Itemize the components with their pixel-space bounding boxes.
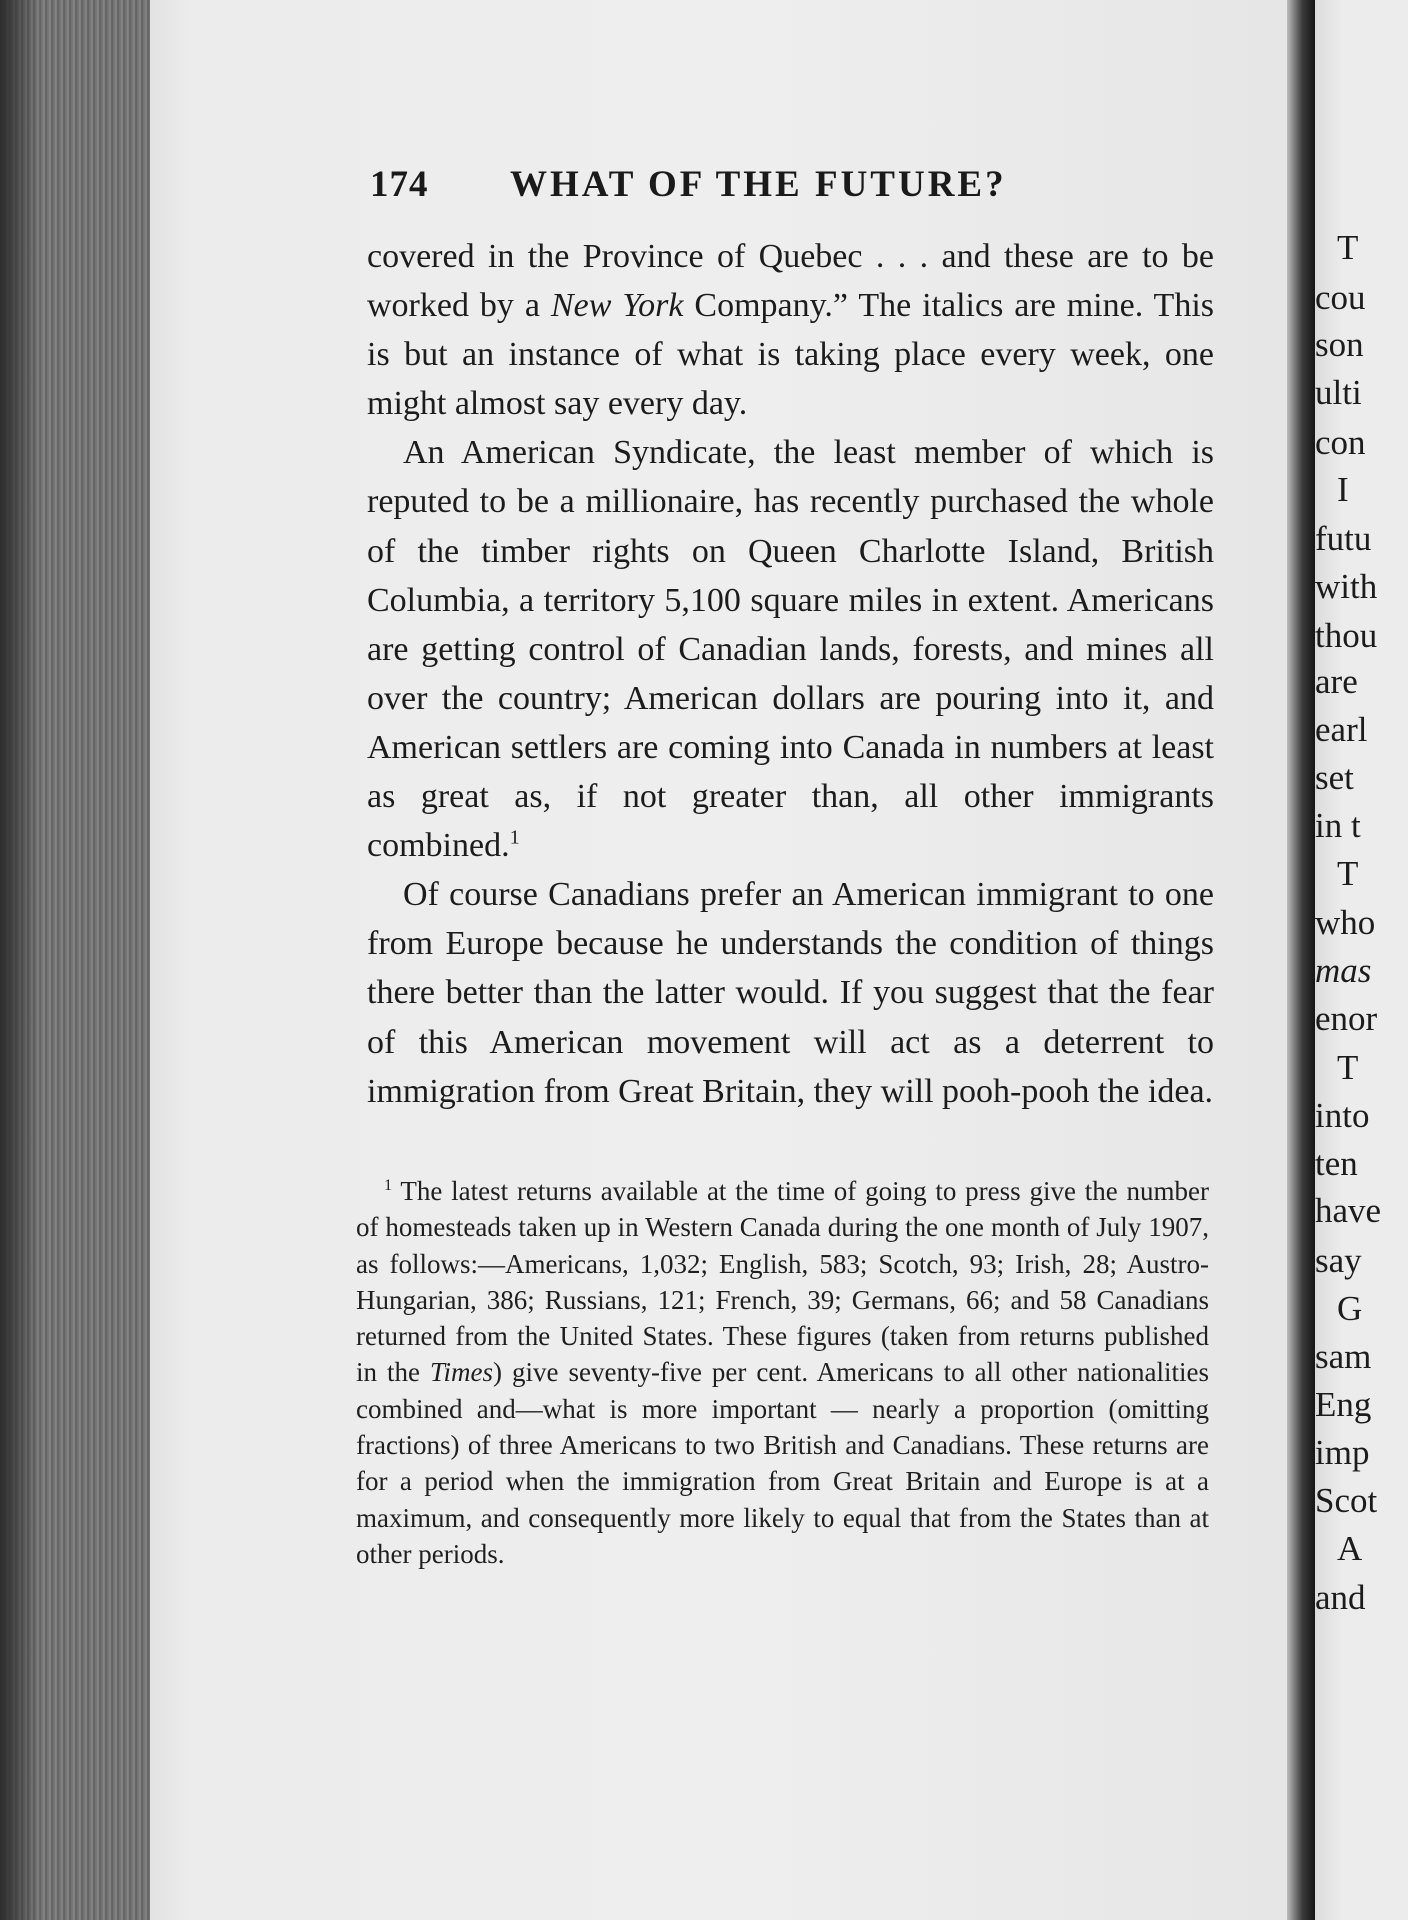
right-page-line: Eng	[1315, 1385, 1372, 1424]
right-page-line: are	[1315, 662, 1358, 701]
paragraph-1	[367, 232, 1214, 428]
right-page-line: and	[1315, 1578, 1366, 1617]
right-page-line: T	[1337, 228, 1359, 267]
right-page-line: with	[1315, 567, 1378, 606]
right-page-line: in t	[1315, 806, 1361, 845]
paragraph-2	[367, 428, 1214, 870]
right-page-fragment	[1315, 0, 1408, 1920]
right-page-line: set	[1315, 758, 1354, 797]
paragraph-1-text-a: covered in the Province of Quebec . . . and these are to be worked by a	[367, 238, 1214, 325]
right-page-line: T	[1337, 854, 1359, 893]
right-page-line: ulti	[1315, 373, 1362, 412]
book-edge-shadow	[0, 0, 40, 1920]
right-page-line: I	[1337, 470, 1349, 509]
right-page-line: sam	[1315, 1337, 1372, 1376]
right-page-line: con	[1315, 423, 1366, 462]
page-number: 174	[370, 164, 429, 205]
right-page-line: thou	[1315, 616, 1378, 655]
right-page-line: who	[1315, 903, 1376, 942]
right-page-line: T	[1337, 1048, 1359, 1087]
paragraph-1-italic: New York	[550, 287, 684, 325]
right-page-line: ten	[1315, 1144, 1358, 1183]
paragraph-2-text: An American Syndicate, the least member of which is reputed to be a millionaire, has recently purchased the whole of the timber rights on Queen Charlotte Island, British Columbia, a territory 5,100 square miles in extent. Americans are getting control of Canadian lands, forests, and mines all over the country; American dollars are pouring into it, and American settlers are coming into Canada in numbers at least as great as, if not greater than, all other immigrants combined.	[367, 434, 1214, 865]
footnote	[356, 1173, 1209, 1572]
footnote-text-b: ) give seventy-five per cent. Americans to all other nationalities combined and—what is more important — nearly a proportion (omitting fractions) of three Americans to two British and Canadians. These returns are for a period when the immigration from Great Britain and Europe is at a maximum, and consequently more likely to equal that from the States than at other periods.	[356, 1357, 1209, 1569]
right-page-line: A	[1337, 1529, 1363, 1568]
right-page-line: cou	[1315, 278, 1366, 317]
paragraph-3	[367, 870, 1214, 1115]
footnote-reference: 1	[509, 826, 520, 849]
right-page-line: into	[1315, 1096, 1370, 1135]
right-page-line: G	[1337, 1289, 1363, 1328]
footnote-italic: Times	[429, 1357, 494, 1388]
paragraph-1-text-b: Company.” The italics are mine. This is but an instance of what is taking place every week, one might almost say every day.	[367, 287, 1214, 423]
right-page-line: earl	[1315, 710, 1368, 749]
paragraph-3-text: Of course Canadians prefer an American immigrant to one from Europe because he understands the condition of things there better than the latter would. If you suggest that the fear of this American movement will act as a deterrent to immigration from Great Britain, they will pooh-pooh the idea.	[367, 876, 1214, 1110]
running-header	[370, 163, 1070, 206]
right-page-line: futu	[1315, 519, 1372, 558]
right-page-line: say	[1315, 1241, 1362, 1280]
right-page-line: Scot	[1315, 1481, 1378, 1520]
footnote-text-a: The latest returns available at the time of going to press give the number of homesteads taken up in Western Canada during the one month of July 1907, as follows:—Americans, 1,032; English, 583; Scotch, 93; Irish, 28; Austro-Hungarian, 386; Russians, 121; French, 39; Germans, 66; and 58 Canadians returned from the United States. These figures (taken from returns published in the	[356, 1176, 1209, 1388]
right-page-line: enor	[1315, 999, 1378, 1038]
running-title: WHAT OF THE FUTURE?	[510, 164, 1007, 205]
right-page-line: mas	[1315, 951, 1372, 990]
book-gutter	[1287, 0, 1315, 1920]
body-text	[367, 232, 1214, 1116]
right-page-line: imp	[1315, 1433, 1370, 1472]
footnote-marker: 1	[384, 1176, 393, 1194]
right-page-line: son	[1315, 325, 1364, 364]
right-page-line: have	[1315, 1191, 1382, 1230]
